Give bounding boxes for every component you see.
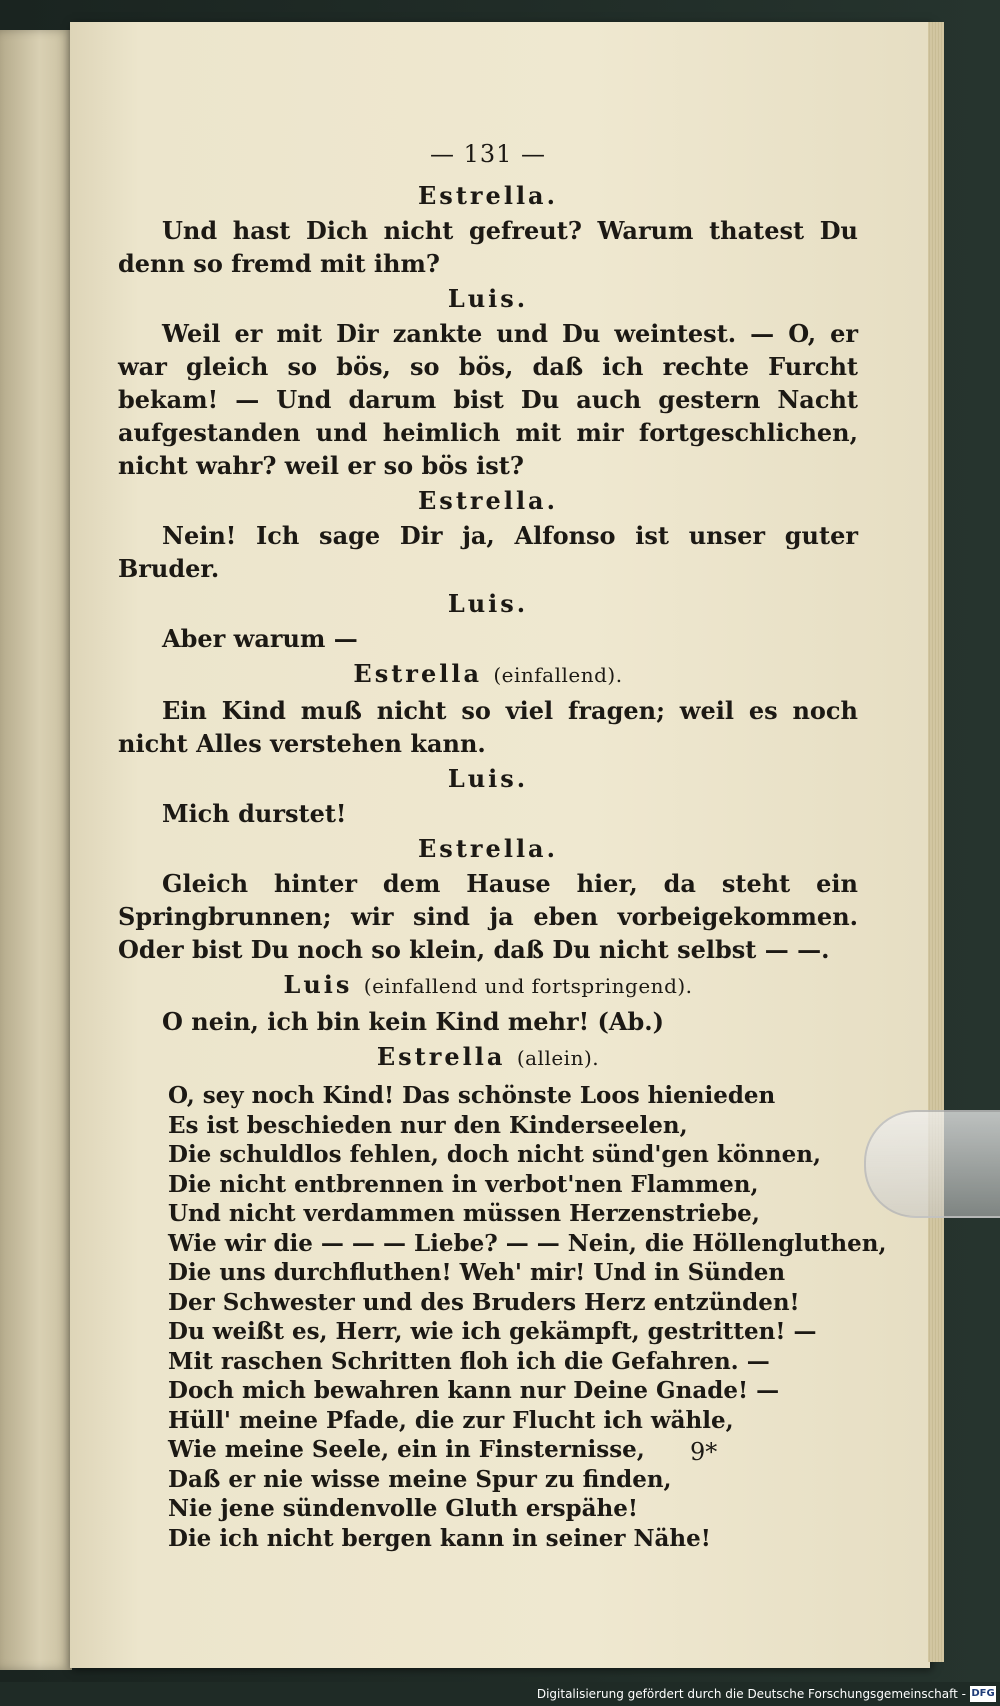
speech-text: Weil er mit Dir zankte und Du weintest. — O, er war gleich so bös, so bös, daß ich rechte Furcht bekam! — Und darum bist Du auch gestern Nacht aufgestanden und heimlich mit mir fortgeschlichen, nicht wahr? weil er so bös ist? <box>118 319 858 480</box>
verse-line: Daß er nie wisse meine Spur zu finden, <box>168 1465 672 1493</box>
verse-line: Und nicht verdammen müssen Herzenstriebe, <box>168 1200 760 1227</box>
footer-credit: Digitalisierung gefördert durch die Deutsche Forschungsgemeinschaft - <box>536 1687 966 1701</box>
verse-line: Die ich nicht bergen kann in seiner Nähe! <box>168 1524 711 1552</box>
page-number: — 131 — <box>429 140 547 168</box>
speaker-name: Estrella. <box>418 834 558 863</box>
speaker-name: Luis. <box>447 284 529 313</box>
verse-line: Nie jene sündenvolle Gluth erspähe! <box>168 1495 638 1522</box>
verse-line: Die schuldlos fehlen, doch nicht sünd'gen können, <box>168 1141 821 1168</box>
verse-line: Der Schwester und des Bruders Herz entzünden! <box>168 1288 800 1316</box>
verse-block <box>168 1081 887 1553</box>
dfg-logo: DFG <box>970 1686 996 1702</box>
verse-line: Wie wir die — — — Liebe? — — Nein, die Höllengluthen, <box>168 1229 887 1257</box>
speech-text: Aber warum — <box>162 624 358 653</box>
verse-line: Wie meine Seele, ein in Finsternisse, <box>168 1436 645 1463</box>
speaker-name: Luis. <box>447 764 529 793</box>
verse-line: Du weißt es, Herr, wie ich gekämpft, gestritten! — <box>168 1318 817 1345</box>
dialogue <box>118 179 858 1075</box>
stage-direction: (einfallend). <box>493 663 623 687</box>
stage-direction: (allein). <box>516 1046 600 1070</box>
speaker-name: Estrella. <box>418 181 558 210</box>
speech-text: O nein, ich bin kein Kind mehr! (Ab.) <box>162 1007 664 1036</box>
verse-line: Hüll' meine Pfade, die zur Flucht ich wähle, <box>168 1406 734 1434</box>
page-stack-edge <box>928 22 944 1662</box>
speech-text: Gleich hinter dem Hause hier, da steht ein Springbrunnen; wir sind ja eben vorbeigekommen. Oder bist Du noch so klein, daß Du nicht selbst — —. <box>118 869 858 964</box>
speech-text: Nein! Ich sage Dir ja, Alfonso ist unser guter Bruder. <box>118 521 858 583</box>
signature-mark: 9* <box>690 1438 718 1466</box>
speech-text: Und hast Dich nicht gefreut? Warum thatest Du denn so fremd mit ihm? <box>118 216 858 278</box>
digitization-footer <box>0 1682 1000 1706</box>
verse-line: O, sey noch Kind! Das schönste Loos hienieden <box>168 1082 776 1109</box>
verse-line: Die nicht entbrennen in verbot'nen Flammen, <box>168 1170 759 1198</box>
verse-line: Doch mich bewahren kann nur Deine Gnade! — <box>168 1377 780 1404</box>
speech-text: Mich durstet! <box>162 799 347 828</box>
speaker-name: Luis (einfallend und fortspringend). <box>283 970 693 999</box>
verse-line: Mit raschen Schritten floh ich die Gefahren. — <box>168 1347 770 1375</box>
page-content <box>118 138 887 1553</box>
bookmark-ribbon <box>864 1110 1000 1218</box>
speaker-name: Estrella (einfallend). <box>353 659 623 688</box>
speaker-name: Estrella. <box>418 486 558 515</box>
stage-direction: (einfallend und fortspringend). <box>363 974 693 998</box>
facing-page-edge <box>0 30 72 1670</box>
verse-line: Es ist beschieden nur den Kinderseelen, <box>168 1111 688 1139</box>
speaker-name: Estrella (allein). <box>376 1042 600 1071</box>
speech-text: Ein Kind muß nicht so viel fragen; weil es noch nicht Alles verstehen kann. <box>118 696 858 758</box>
verse-line: Die uns durchfluthen! Weh' mir! Und in Sünden <box>168 1259 786 1286</box>
speaker-name: Luis. <box>447 589 529 618</box>
